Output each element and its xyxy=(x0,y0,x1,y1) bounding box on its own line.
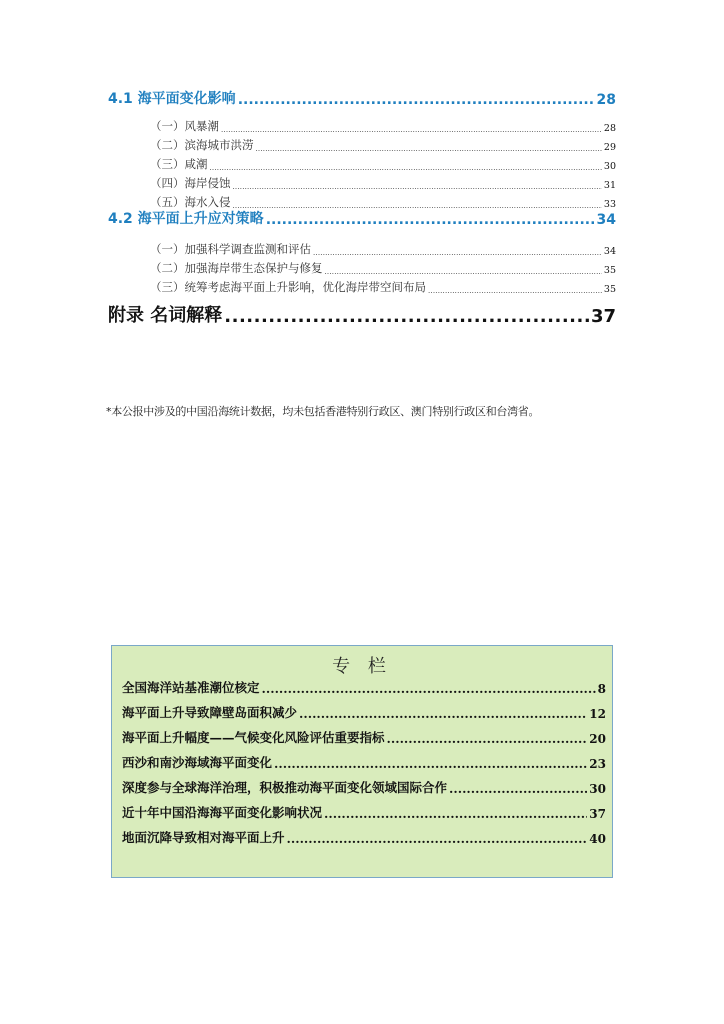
column-entry-label: 深度参与全球海洋治理，积极推动海平面变化领域国际合作 xyxy=(122,780,448,795)
toc-item-label: （一）风暴潮 xyxy=(150,119,219,133)
toc-leader-dots xyxy=(449,781,587,796)
toc-item[interactable] xyxy=(150,278,616,295)
toc-page-number: 33 xyxy=(603,199,616,210)
toc-appendix-title: 附录 名词解释 xyxy=(108,305,223,326)
toc-item-label: （二）加强海岸带生态保护与修复 xyxy=(150,261,323,275)
column-entry[interactable] xyxy=(122,703,606,721)
toc-leader-dots xyxy=(299,706,587,721)
column-entry-label: 海平面上升幅度——气候变化风险评估重要指标 xyxy=(122,730,385,745)
toc-item[interactable] xyxy=(150,174,616,191)
toc-item-label: （三）统筹考虑海平面上升影响，优化海岸带空间布局 xyxy=(150,280,426,294)
toc-page-number: 23 xyxy=(589,757,606,771)
toc-item-label: （一）加强科学调查监测和评估 xyxy=(150,242,311,256)
toc-section-4-2[interactable] xyxy=(108,208,616,228)
column-entry[interactable] xyxy=(122,753,606,771)
special-column-box xyxy=(111,645,613,878)
toc-page-number: 37 xyxy=(590,306,616,327)
toc-leader-dots xyxy=(262,681,596,696)
toc-leader-dots xyxy=(324,806,587,821)
toc-leader-dots xyxy=(313,249,602,257)
column-entry-label: 海平面上升导致障壁岛面积减少 xyxy=(122,705,298,720)
toc-page-number: 30 xyxy=(603,161,616,172)
column-entry[interactable] xyxy=(122,828,606,846)
toc-item[interactable] xyxy=(150,117,616,134)
toc-page-number: 34 xyxy=(603,246,616,257)
toc-leader-dots xyxy=(238,92,595,108)
column-entry-label: 西沙和南沙海域海平面变化 xyxy=(122,755,273,770)
toc-page-number: 31 xyxy=(603,180,616,191)
toc-leader-dots xyxy=(233,183,602,191)
column-entry-label: 地面沉降导致相对海平面上升 xyxy=(122,830,285,845)
toc-leader-dots xyxy=(224,306,589,327)
toc-leader-dots xyxy=(266,212,595,228)
column-entry[interactable] xyxy=(122,728,606,746)
toc-leader-dots xyxy=(274,756,587,771)
toc-page-number: 28 xyxy=(596,92,616,108)
toc-page-number: 30 xyxy=(589,782,606,796)
toc-item-label: （三）咸潮 xyxy=(150,157,208,171)
toc-item[interactable] xyxy=(150,240,616,257)
toc-leader-dots xyxy=(325,268,602,276)
column-entry-label: 全国海洋站基准潮位核定 xyxy=(122,680,260,695)
toc-appendix[interactable] xyxy=(108,303,616,327)
column-entry[interactable] xyxy=(122,678,606,696)
toc-section-title: 4.1 海平面变化影响 xyxy=(108,91,236,107)
special-column-title: 专 栏 xyxy=(332,656,392,677)
toc-page-number: 37 xyxy=(589,807,606,821)
column-entry[interactable] xyxy=(122,803,606,821)
toc-page-number: 29 xyxy=(603,142,616,153)
toc-page-number: 12 xyxy=(589,707,606,721)
toc-page-number: 35 xyxy=(603,265,616,276)
toc-section-4-1[interactable] xyxy=(108,88,616,108)
toc-section-title: 4.2 海平面上升应对策略 xyxy=(108,211,264,227)
column-entry[interactable] xyxy=(122,778,606,796)
toc-page-number: 28 xyxy=(603,123,616,134)
toc-page-number: 8 xyxy=(597,682,606,696)
toc-item[interactable] xyxy=(150,136,616,153)
toc-leader-dots xyxy=(256,145,602,153)
toc-leader-dots xyxy=(221,126,602,134)
column-entry-label: 近十年中国沿海海平面变化影响状况 xyxy=(122,805,323,820)
toc-page-number: 20 xyxy=(589,732,606,746)
toc-item-label: （五）海水入侵 xyxy=(150,195,231,209)
toc-page-number: 40 xyxy=(589,832,606,846)
toc-page-number: 35 xyxy=(603,284,616,295)
toc-item[interactable] xyxy=(150,259,616,276)
statistics-footnote: *本公报中涉及的中国沿海统计数据，均未包括香港特别行政区、澳门特别行政区和台湾省。 xyxy=(106,405,540,418)
toc-leader-dots xyxy=(287,831,588,846)
toc-leader-dots xyxy=(210,164,602,172)
toc-item-label: （二）滨海城市洪涝 xyxy=(150,138,254,152)
toc-item[interactable] xyxy=(150,155,616,172)
toc-leader-dots xyxy=(428,287,602,295)
toc-leader-dots xyxy=(387,731,588,746)
toc-page-number: 34 xyxy=(596,212,616,228)
toc-item-label: （四）海岸侵蚀 xyxy=(150,176,231,190)
